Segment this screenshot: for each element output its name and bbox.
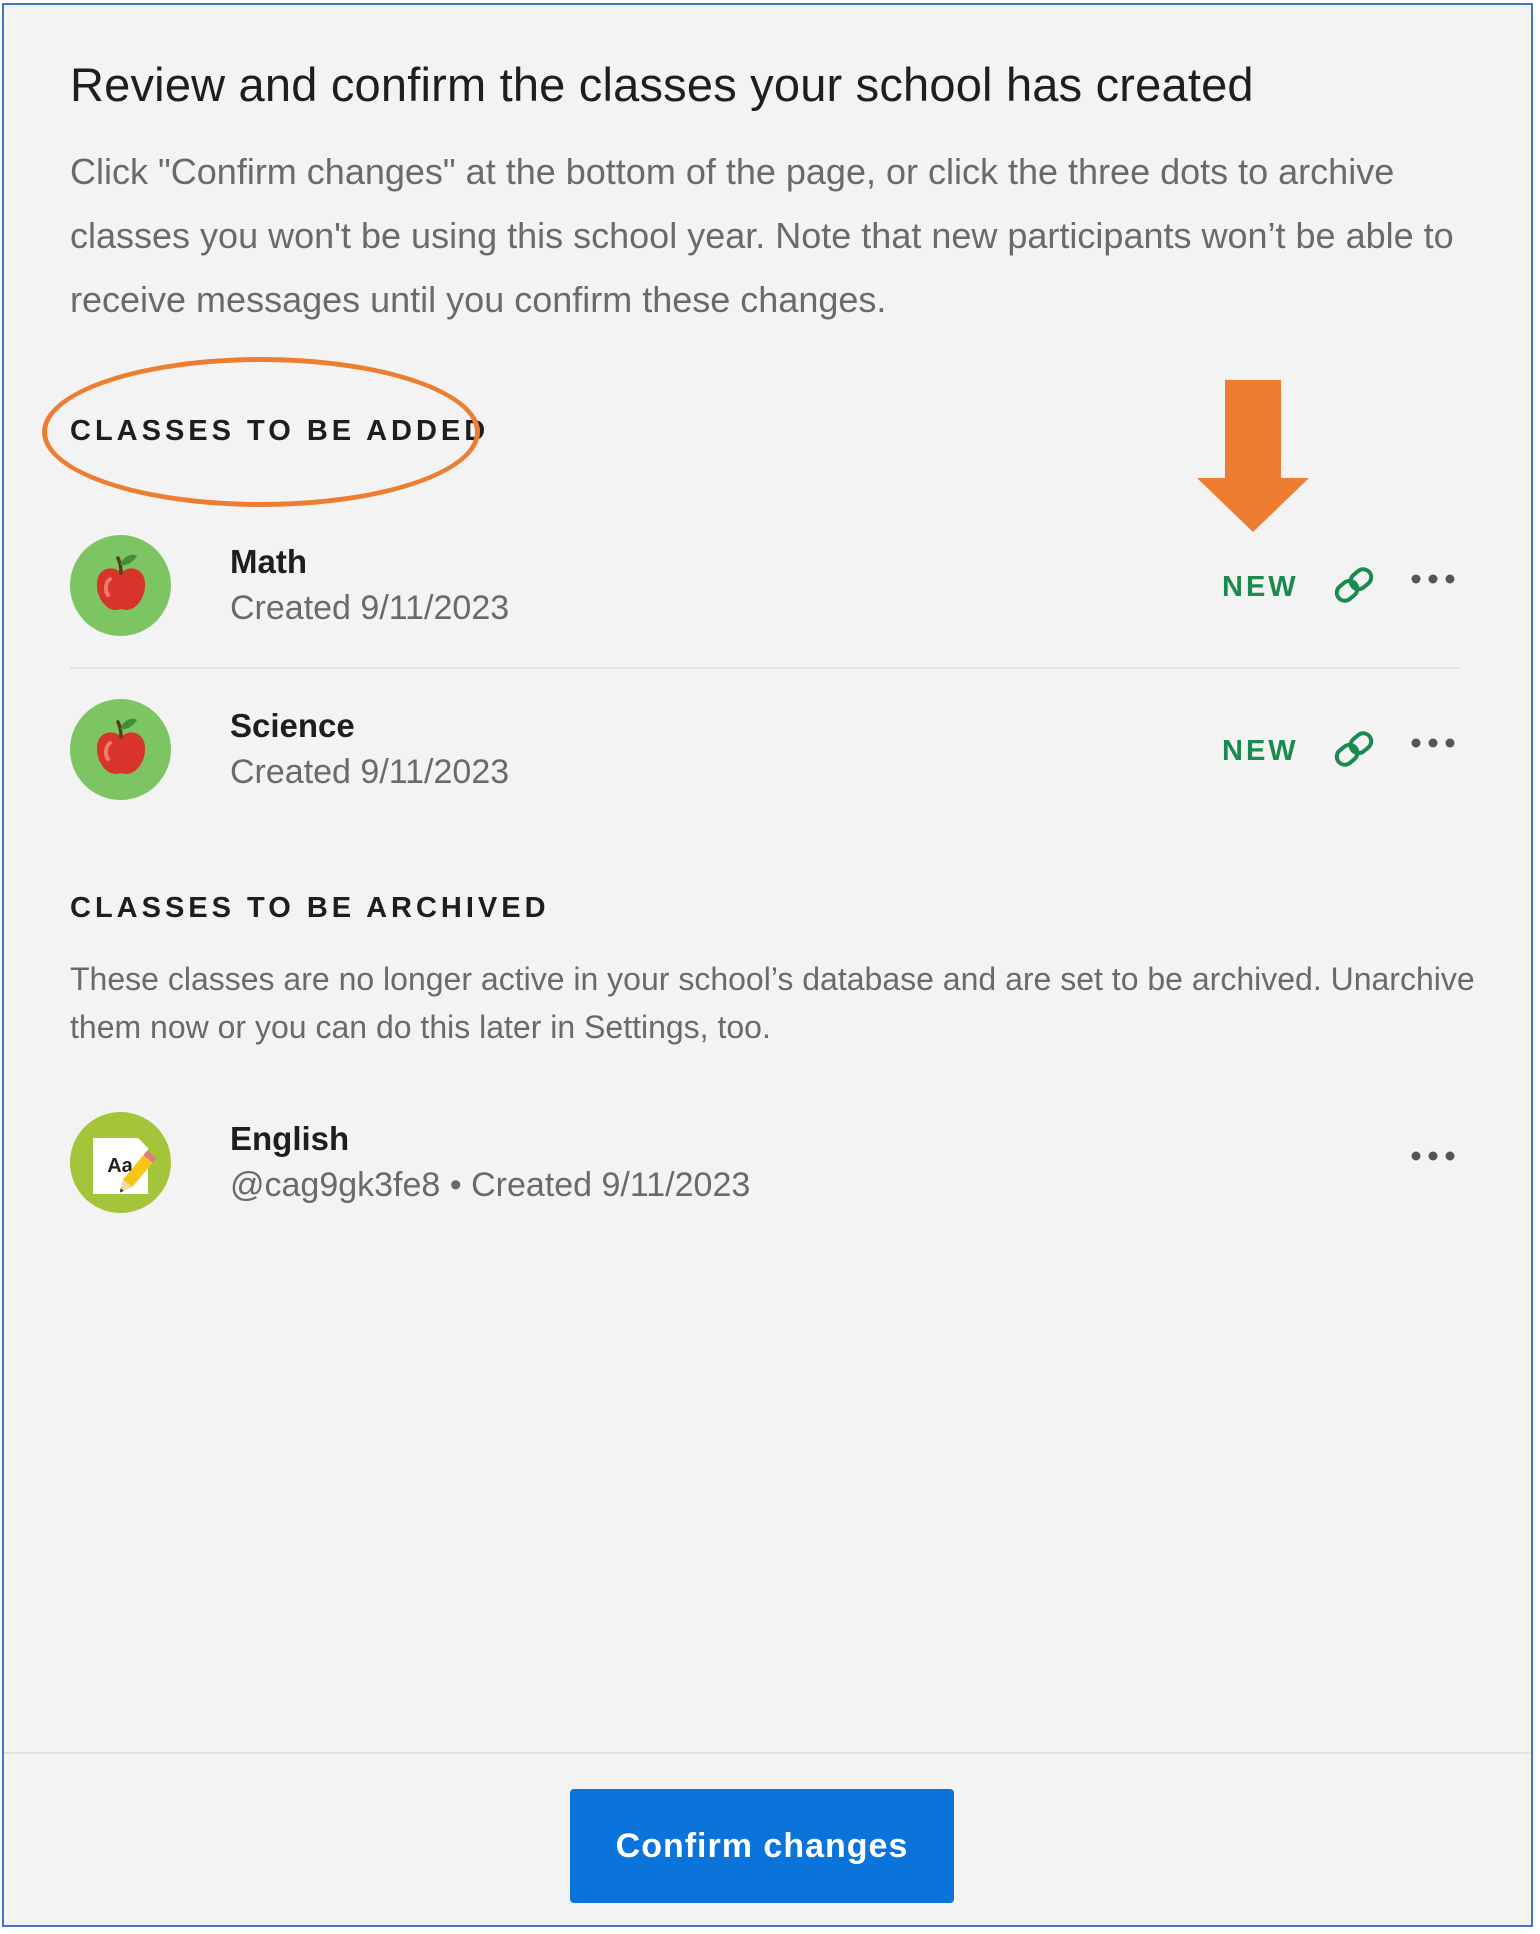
class-name: Science: [230, 707, 355, 744]
highlight-ellipse: [42, 357, 480, 507]
class-created-date: Created 9/11/2023: [230, 589, 510, 627]
intro-text: Click "Confirm changes" at the bottom of the page, or click the three dots to archive classes you won't be using this school year. Note that new participants won’t be able to receive messages until you confirm these changes.: [70, 151, 1454, 320]
confirm-classes-panel: [2, 3, 1533, 1927]
new-badge: NEW: [1222, 571, 1299, 603]
more-options-icon[interactable]: [1408, 731, 1458, 755]
document-pencil-icon: [70, 1112, 171, 1213]
class-avatar: [70, 699, 171, 800]
class-name: Math: [230, 543, 307, 580]
new-badge: NEW: [1222, 735, 1299, 767]
row-divider: [70, 667, 1460, 669]
class-created-date: Created 9/11/2023: [230, 753, 510, 791]
arrow-down-icon: [1197, 380, 1309, 532]
apple-icon: [70, 699, 171, 800]
apple-icon: [70, 535, 171, 636]
class-row-math: [70, 535, 1460, 655]
link-icon[interactable]: [1330, 561, 1378, 609]
more-options-icon[interactable]: [1408, 567, 1458, 591]
class-code-and-date: @cag9gk3fe8 • Created 9/11/2023: [230, 1166, 751, 1204]
class-row-science: [70, 699, 1460, 819]
more-options-icon[interactable]: [1408, 1144, 1458, 1168]
document-icon-text: Aa: [107, 1155, 133, 1177]
link-icon[interactable]: [1330, 725, 1378, 773]
class-avatar: [70, 1112, 171, 1213]
archived-section-description: These classes are no longer active in your school’s database and are set to be archived. Unarchive them now or you can do this later in Settings, too.: [70, 961, 1475, 1045]
class-row-english: [70, 1112, 1460, 1232]
class-avatar: [70, 535, 171, 636]
added-section-heading: CLASSES TO BE ADDED: [70, 415, 490, 447]
archived-section-heading: CLASSES TO BE ARCHIVED: [70, 892, 550, 924]
page-title: Review and confirm the classes your school has created: [70, 58, 1254, 111]
class-name: English: [230, 1120, 350, 1157]
footer-bar: [4, 1752, 1531, 1927]
confirm-changes-button[interactable]: Confirm changes: [570, 1789, 954, 1903]
